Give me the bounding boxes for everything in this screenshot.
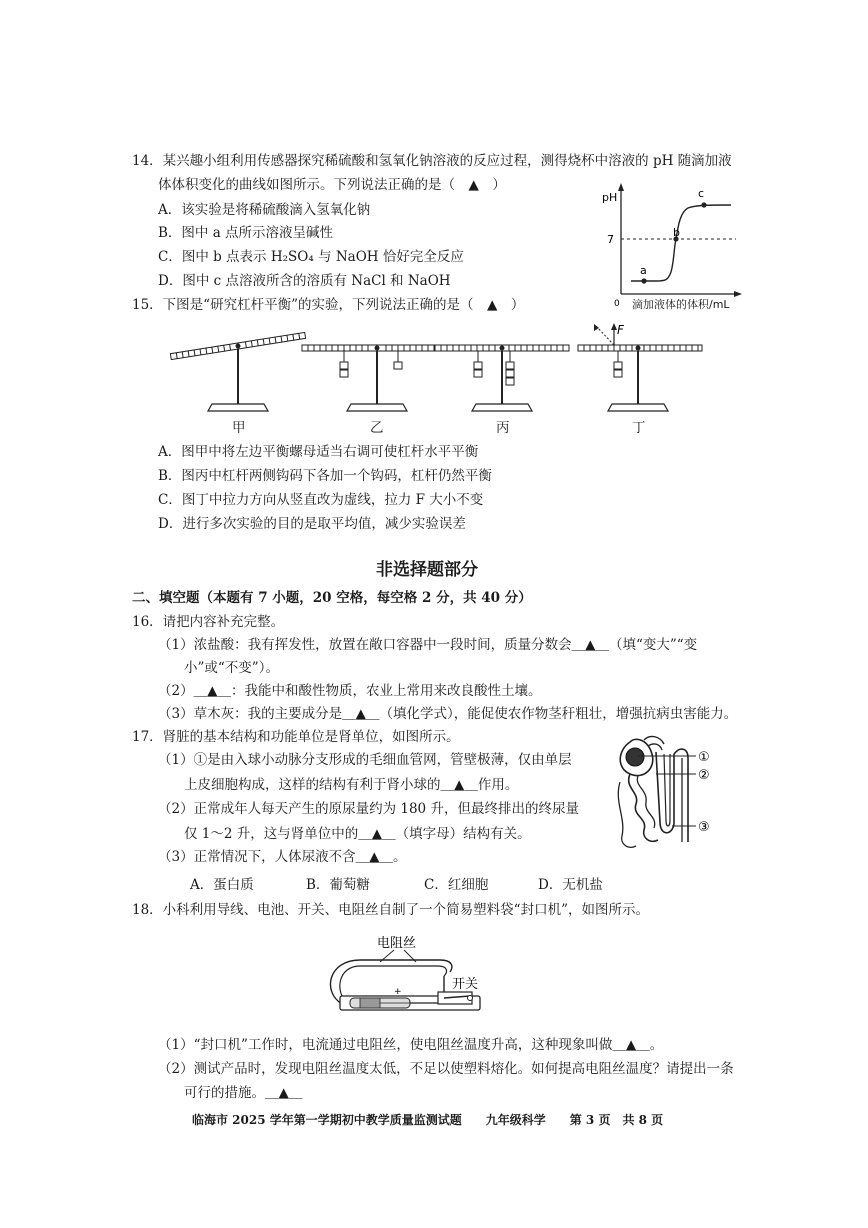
q16-part3: （3）草木灰：我的主要成分是＿▲＿（填化学式），能促使农作物茎秆粗壮，增强抗病虫害能力。 [158,706,738,722]
q17-option-c: C．红细胞 [424,877,489,893]
q17-stem: 17．肾脏的基本结构和功能单位是肾单位，如图所示。 [132,729,460,745]
marker-1: ① [698,750,710,765]
x-axis-label: 滴加液体的体积/mL [632,298,730,311]
q18-part2-line1: （2）测试产品时，发现电阻丝温度太低，不足以使塑料熔化。如何提高电阻丝温度？请提出一条 [158,1061,734,1077]
lever-bing [435,345,569,411]
q17-part3: （3）正常情况下，人体尿液不含＿▲＿。 [158,849,407,865]
lever-yi [302,345,452,411]
q18-stem: 18．小科利用导线、电池、开关、电阻丝自制了一个简易塑料袋“封口机”，如图所示。 [132,902,649,918]
label-a: a [640,264,647,277]
q15-option-b: B．图丙中杠杆两侧钩码下各加一个钩码，杠杆仍然平衡 [158,468,492,484]
page-footer: 临海市 2025 学年第一学期初中教学质量监测试题 九年级科学 第 3 页 共 8 页 [192,1113,664,1127]
q17-option-d: D．无机盐 [538,877,603,893]
q16-stem: 16．请把内容补充完整。 [132,614,285,630]
q17-part1-line2: 上皮细胞构成，这样的结构有利于肾小球的＿▲＿作用。 [184,777,519,793]
x-axis-arrow [734,291,742,297]
origin-label: 0 [614,299,620,309]
marker-3: ③ [698,820,710,835]
q18-part2-line2: 可行的措施。＿▲＿ [184,1085,303,1101]
label-c: c [698,187,705,200]
y-axis-arrow [618,183,624,191]
point-a [641,278,646,283]
q17-part2-line1: （2）正常成年人每天产生的原尿量约为 180 升，但最终排出的终尿量 [158,801,579,817]
force-f-label: F [617,323,624,337]
q14-option-a: A．该实验是将稀硫酸滴入氢氧化钠 [158,202,371,218]
q17-option-a: A．蛋白质 [190,877,254,893]
q15-option-a: A．图甲中将左边平衡螺母适当右调可使杠杆水平平衡 [158,444,479,460]
lever-label-bing: 丙 [496,420,510,436]
ph-curve-graph [596,182,746,310]
q17-option-b: B．葡萄糖 [306,877,370,893]
lever-jia [170,332,305,411]
lever-label-jia: 甲 [232,420,246,436]
lever-label-ding: 丁 [632,420,646,436]
q17-part2-line2: 仅 1～2 升，这与肾单位中的＿▲＿（填字母）结构有关。 [184,826,531,842]
y-axis-label: pH [602,191,618,204]
switch-label: 开关 [452,977,479,992]
lever-label-yi: 乙 [370,420,384,436]
q14-stem-line2: 体体积变化的曲线如图所示。下列说法正确的是（ ▲ ） [158,177,506,193]
q14-option-c: C．图中 b 点表示 H₂SO₄ 与 NaOH 恰好完全反应 [158,249,464,265]
q14-stem-line1: 14．某兴趣小组利用传感器探究稀硫酸和氢氧化钠溶液的反应过程，测得烧杯中溶液的 pH 随滴加液 [132,153,732,169]
label-b: b [673,226,680,239]
part2-header: 二、填空题（本题有 7 小题，20 空格，每空格 2 分，共 40 分） [132,590,532,606]
q16-part2: （2）＿▲＿：我能中和酸性物质，农业上常用来改良酸性土壤。 [158,683,542,699]
q14-option-d: D．图中 c 点溶液所含的溶质有 NaCl 和 NaOH [158,273,451,289]
q15-option-c: C．图丁中拉力方向从竖直改为虚线，拉力 F 大小不变 [158,492,484,508]
lever-ding [578,323,702,411]
q16-part1-line1: （1）浓盐酸：我有挥发性，放置在敞口容器中一段时间，质量分数会＿▲＿（填“变大”“变 [158,637,698,653]
svg-text:+: + [394,987,402,997]
q18-part1: （1）“封口机”工作时，电流通过电阻丝，使电阻丝温度升高，这种现象叫做＿▲＿。 [158,1037,664,1053]
q15-option-d: D．进行多次实验的目的是取平均值，减少实验误差 [158,516,466,532]
marker-2: ② [698,768,710,783]
q17-part1-line1: （1）①是由入球小动脉分支形成的毛细血管网，管壁极薄，仅由单层 [158,752,572,768]
section-title: 非选择题部分 [376,560,478,580]
q15-stem: 15．下图是“研究杠杆平衡”的实验，下列说法正确的是（ ▲ ） [132,297,525,313]
resistance-wire-label: 电阻丝 [377,936,417,951]
point-c [701,202,706,207]
q14-option-b: B．图中 a 点所示溶液呈碱性 [158,225,334,241]
y-tick-7: 7 [607,233,614,246]
nephron-diagram [600,732,730,854]
q16-part1-line2: 小”或“不变”）。 [184,660,279,676]
sealer-circuit-diagram [320,932,500,1024]
